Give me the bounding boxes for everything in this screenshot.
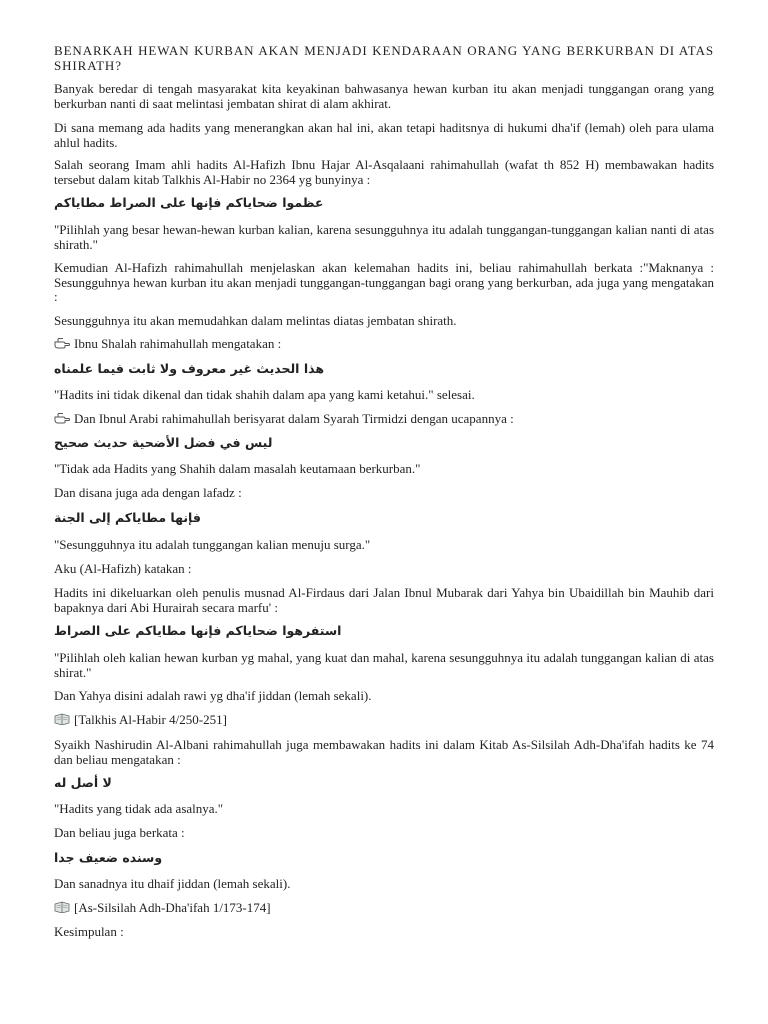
paragraph: Dan Yahya disini adalah rawi yg dha'if jiddan (lemah sekali). (54, 688, 372, 703)
arabic-text: ليس في فضل الأضحية حديث صحيح (54, 435, 273, 450)
paragraph: "Tidak ada Hadits yang Shahih dalam masalah keutamaan berkurban." (54, 461, 421, 476)
paragraph: Aku (Al-Hafizh) katakan : (54, 561, 192, 576)
paragraph: "Sesungguhnya itu adalah tunggangan kalian menuju surga." (54, 537, 371, 552)
paragraph: Dan sanadnya itu dhaif jiddan (lemah sekali). (54, 876, 291, 891)
arabic-quote (54, 362, 714, 377)
arabic-text: فإنها مطاياكم إلى الجنة (54, 510, 201, 525)
paragraph: Hadits ini dikeluarkan oleh penulis musnad Al-Firdaus dari Jalan Ibnul Mubarak dari Yahya bin Ubaidillah bin Mauhib dari bapaknya dari Abi Hurairah secara marfu' : (54, 585, 714, 615)
pointing-hand-icon (54, 412, 70, 424)
book-icon (54, 901, 70, 913)
arabic-text: وسنده ضعيف جدا (54, 850, 163, 865)
paragraph: Di sana memang ada hadits yang menerangkan akan hal ini, akan tetapi haditsnya di hukumi dha'if (lemah) oleh para ulama ahlul hadits. (54, 120, 714, 150)
paragraph: "Pilihlah oleh kalian hewan kurban yg mahal, yang kuat dan mahal, karena sesungguhnya itu adalah tunggangan kalian di atas shirat." (54, 650, 714, 680)
reference-text: [Talkhis Al-Habir 4/250-251] (74, 712, 227, 727)
paragraph-with-icon (54, 337, 714, 352)
arabic-quote (54, 511, 714, 526)
paragraph-text: Dan Ibnul Arabi rahimahullah berisyarat dalam Syarah Tirmidzi dengan ucapannya : (74, 411, 514, 426)
reference-line (54, 901, 714, 916)
arabic-quote (54, 776, 714, 791)
arabic-quote (54, 196, 714, 211)
reference-text: [As-Silsilah Adh-Dha'ifah 1/173-174] (74, 900, 271, 915)
arabic-quote (54, 624, 714, 639)
document-title: BENARKAH HEWAN KURBAN AKAN MENJADI KENDARAAN ORANG YANG BERKURBAN DI ATAS SHIRATH? (54, 43, 714, 73)
paragraph: Kesimpulan : (54, 924, 124, 939)
reference-line (54, 713, 714, 728)
arabic-quote (54, 851, 714, 866)
arabic-text: استفرهوا ضحاياكم فإنها مطاياكم على الصراط (54, 623, 342, 638)
arabic-text: هذا الحديث غير معروف ولا ثابت فيما علمناه (54, 361, 324, 376)
paragraph: Salah seorang Imam ahli hadits Al-Hafizh Ibnu Hajar Al-Asqalaani rahimahullah (wafat th 852 H) membawakan hadits tersebut dalam kitab Talkhis Al-Habir no 2364 yg bunyinya : (54, 157, 714, 187)
paragraph: "Hadits yang tidak ada asalnya." (54, 801, 224, 816)
pointing-hand-icon (54, 337, 70, 349)
paragraph: "Hadits ini tidak dikenal dan tidak shahih dalam apa yang kami ketahui." selesai. (54, 387, 475, 402)
paragraph: "Pilihlah yang besar hewan-hewan kurban kalian, karena sesungguhnya itu adalah tunggangan-tunggangan kalian nanti di atas shirath." (54, 222, 714, 252)
book-icon (54, 713, 70, 725)
arabic-text: لا أصل له (54, 775, 112, 790)
paragraph-with-icon (54, 412, 714, 427)
paragraph: Kemudian Al-Hafizh rahimahullah menjelaskan akan kelemahan hadits ini, beliau rahimahullah berkata :"Maknanya : Sesungguhnya hewan kurban itu akan menjadi tunggangan-tunggangan bagi orang yang berkurban, ada juga yang mengatakan : (54, 260, 714, 304)
paragraph: Sesungguhnya itu akan memudahkan dalam melintas diatas jembatan shirath. (54, 313, 457, 328)
arabic-text: عظموا ضحاياكم فإنها على الصراط مطاياكم (54, 195, 324, 210)
paragraph: Dan disana juga ada dengan lafadz : (54, 485, 242, 500)
paragraph: Banyak beredar di tengah masyarakat kita keyakinan bahwasanya hewan kurban itu akan menjadi tunggangan orang yang berkurban nanti di saat melintasi jembatan shirat di alam akhirat. (54, 81, 714, 111)
paragraph-text: Ibnu Shalah rahimahullah mengatakan : (74, 336, 282, 351)
arabic-quote (54, 436, 714, 451)
paragraph: Dan beliau juga berkata : (54, 825, 185, 840)
paragraph: Syaikh Nashirudin Al-Albani rahimahullah juga membawakan hadits ini dalam Kitab As-Silsilah Adh-Dha'ifah hadits ke 74 dan beliau mengatakan : (54, 737, 714, 767)
